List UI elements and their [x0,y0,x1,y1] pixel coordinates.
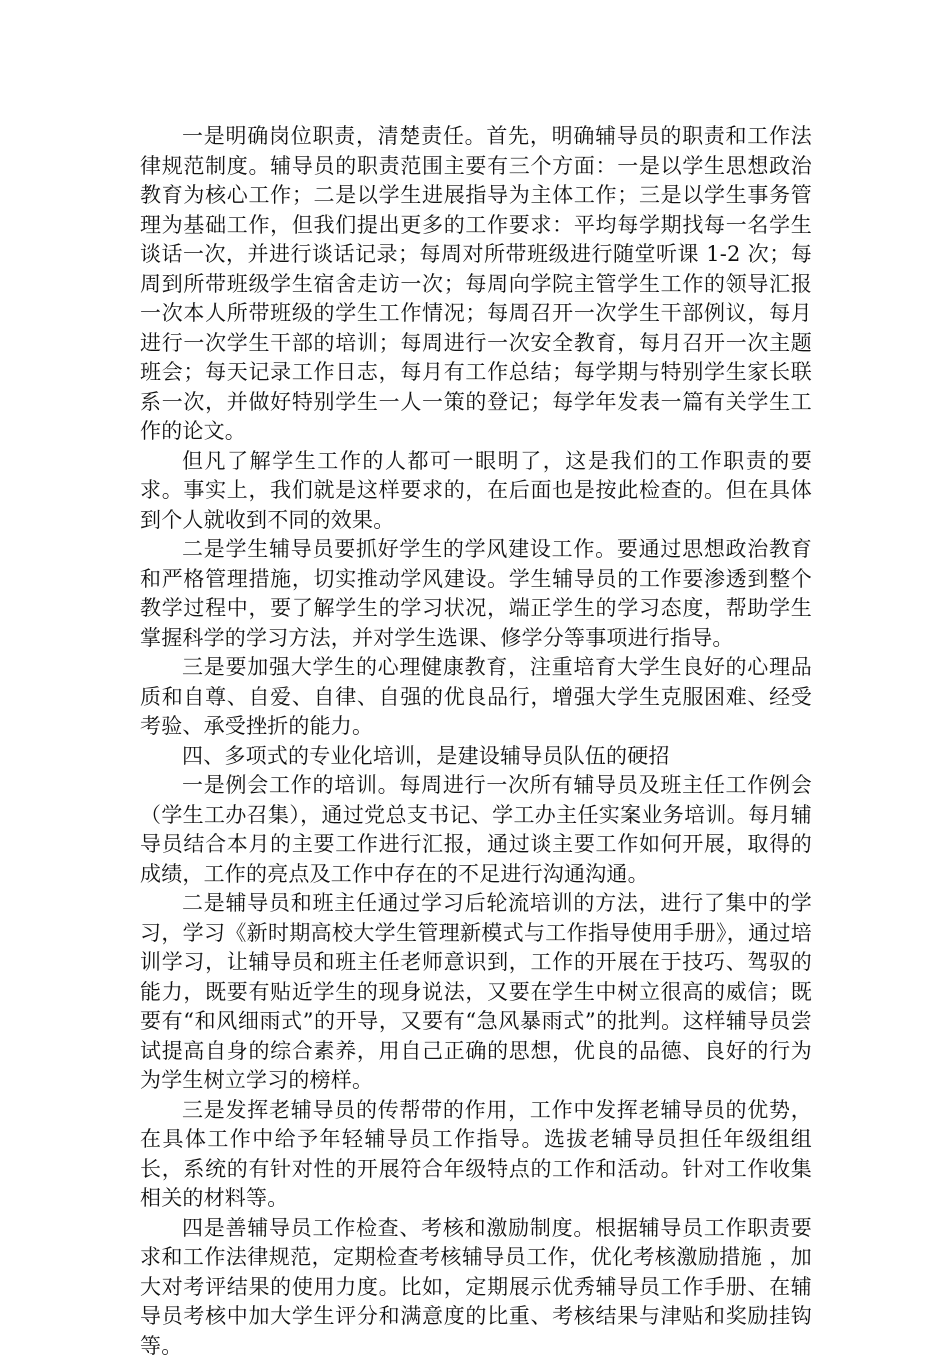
paragraph-meeting-training: 一是例会工作的培训。每周进行一次所有辅导员及班主任工作例会（学生工办召集），通过党总支书记、学工办主任实案业务培训。每月辅导员结合本月的主要工作进行汇报，通过谈主要工作如何开展，取得的成绩，工作的亮点及工作中存在的不足进行沟通沟通。 [140,771,812,889]
paragraph-rotating-training: 二是辅导员和班主任通过学习后轮流培训的方法，进行了集中的学习，学习《新时期高校大学生管理新模式与工作指导使用手册》，通过培训学习，让辅导员和班主任老师意识到，工作的开展在于技巧、驾驭的能力，既要有贴近学生的现身说法，又要在学生中树立很高的威信；既要有“和风细雨式”的开导，又要有“急风暴雨式”的批判。这样辅导员尝试提高自身的综合素养，用自己正确的思想，优良的品德、良好的行为为学生树立学习的榜样。 [140,889,812,1096]
paragraph-study-style: 二是学生辅导员要抓好学生的学风建设工作。要通过思想政治教育和严格管理措施，切实推动学风建设。学生辅导员的工作要渗透到整个教学过程中，要了解学生的学习状况，端正学生的学习态度，帮助学生掌握科学的学习方法，并对学生选课、修学分等事项进行指导。 [140,535,812,653]
paragraph-duties: 一是明确岗位职责，清楚责任。首先，明确辅导员的职责和工作法律规范制度。辅导员的职责范围主要有三个方面：一是以学生思想政治教育为核心工作；二是以学生进展指导为主体工作；三是以学生事务管理为基础工作，但我们提出更多的工作要求：平均每学期找每一名学生谈话一次，并进行谈话记录；每周对所带班级进行随堂听课 1-2 次；每周到所带班级学生宿舍走访一次；每周向学院主管学生工作的领导汇报一次本人所带班级的学生工作情况；每周召开一次学生干部例议，每月进行一次学生干部的培训；每周进行一次安全教育，每月召开一次主题班会；每天记录工作日志，每月有工作总结；每学期与特别学生家长联系一次，并做好特别学生一人一策的登记；每学年发表一篇有关学生工作的论文。 [140,122,812,447]
section-heading-training: 四、多项式的专业化培训，是建设辅导员队伍的硬招 [140,742,812,772]
paragraph-requirements-note: 但凡了解学生工作的人都可一眼明了，这是我们的工作职责的要求。事实上，我们就是这样要求的，在后面也是按此检查的。但在具体到个人就收到不同的效果。 [140,447,812,536]
document-body [140,122,812,1361]
paragraph-mental-health: 三是要加强大学生的心理健康教育，注重培育大学生良好的心理品质和自尊、自爱、自律、自强的优良品行，增强大学生克服困难、经受考验、承受挫折的能力。 [140,653,812,742]
paragraph-mentoring: 三是发挥老辅导员的传帮带的作用，工作中发挥老辅导员的优势，在具体工作中给予年轻辅导员工作指导。选拔老辅导员担任年级组组长，系统的有针对性的开展符合年级特点的工作和活动。针对工作收集相关的材料等。 [140,1096,812,1214]
paragraph-assessment: 四是善辅导员工作检查、考核和激励制度。根据辅导员工作职责要求和工作法律规范，定期检查考核辅导员工作，优化考核激励措施 ，加大对考评结果的使用力度。比如，定期展示优秀辅导员工作手册、在辅导员考核中加大学生评分和满意度的比重、考核结果与津贴和奖励挂钩等。 [140,1214,812,1361]
